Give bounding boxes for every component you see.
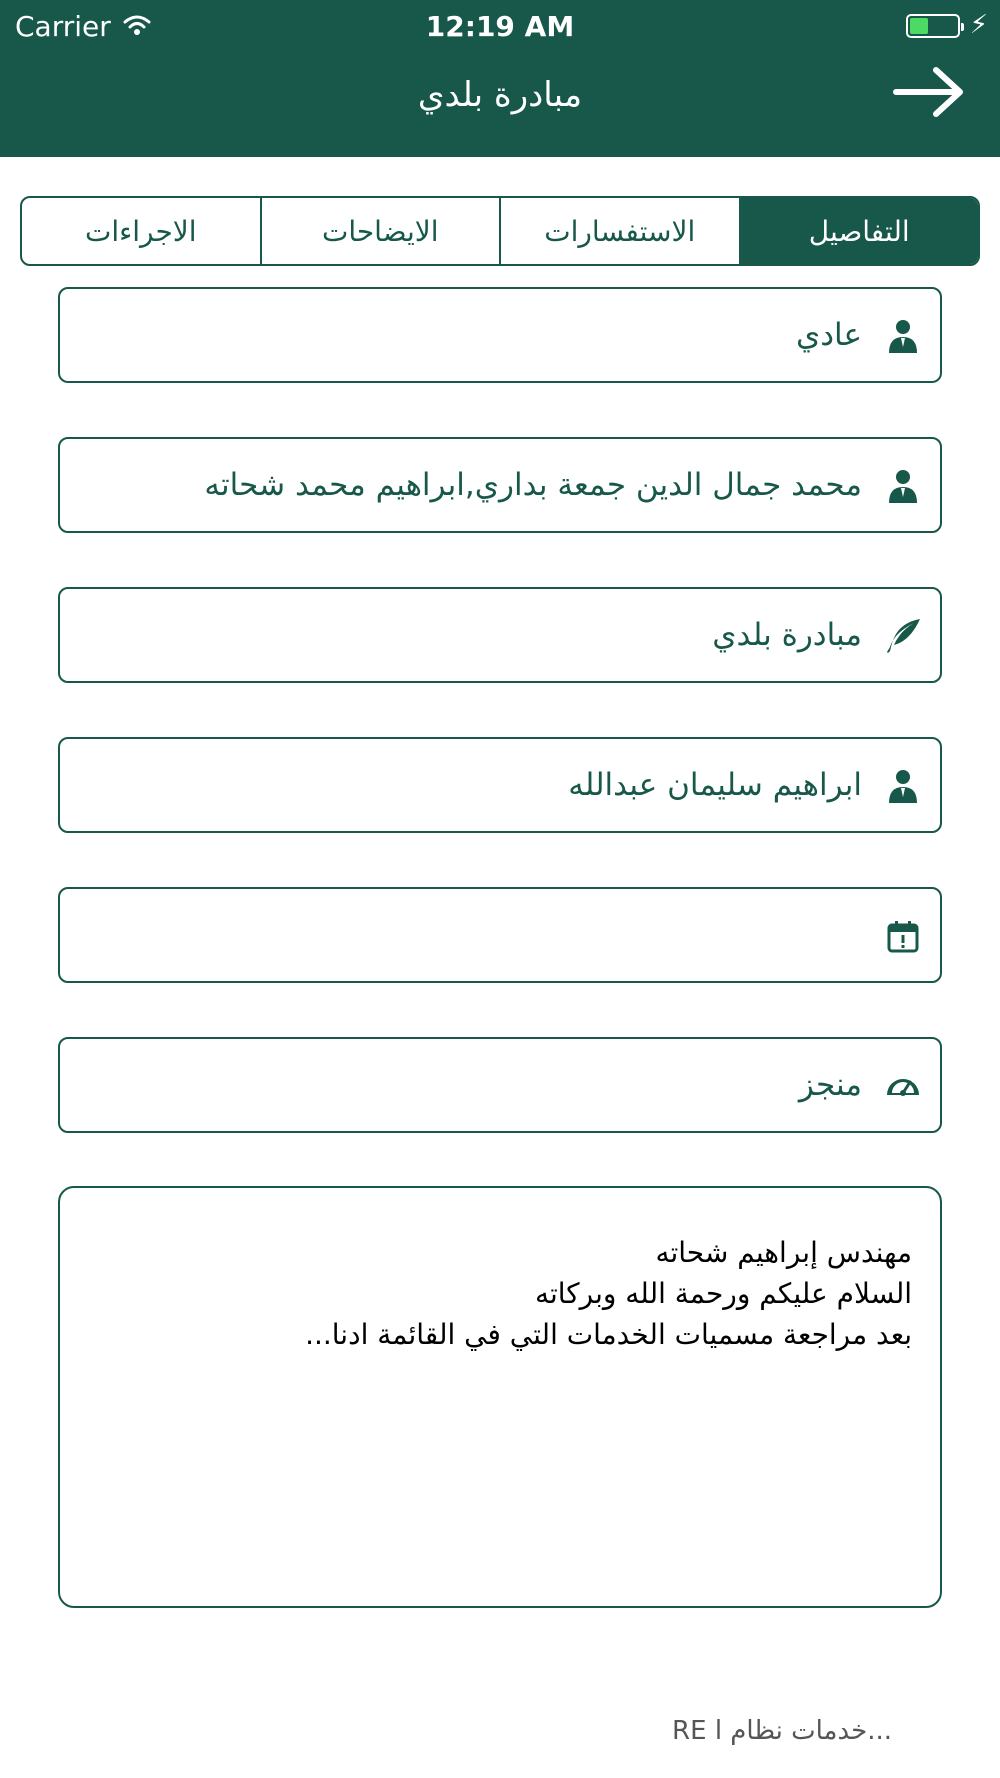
speedometer-icon	[884, 1067, 922, 1105]
feather-icon	[884, 617, 922, 655]
user-icon	[884, 767, 922, 805]
carrier-label: Carrier	[15, 10, 111, 43]
page-title: مبادرة بلدي	[417, 75, 583, 115]
user-icon	[884, 467, 922, 505]
assignees-value: محمد جمال الدين جمعة بداري,ابراهيم محمد شحاته	[204, 467, 862, 503]
priority-field[interactable]	[58, 287, 942, 383]
message-textarea[interactable]	[58, 1186, 942, 1608]
priority-value: عادي	[795, 317, 862, 353]
subject-field[interactable]	[58, 587, 942, 683]
subject-value: مبادرة بلدي	[712, 617, 862, 653]
status-value: منجز	[798, 1067, 862, 1103]
assignees-field[interactable]	[58, 437, 942, 533]
tab-procedures[interactable]: الاجراءات	[84, 214, 197, 248]
app-header	[0, 0, 1000, 157]
status-bar	[0, 6, 1000, 46]
message-line: مهندس إبراهيم شحاته	[655, 1236, 912, 1269]
message-line: السلام عليكم ورحمة الله وبركاته	[534, 1277, 912, 1310]
charging-icon: ⚡	[969, 10, 988, 40]
user-icon	[884, 317, 922, 355]
tab-details[interactable]: التفاصيل	[739, 198, 979, 264]
status-field[interactable]	[58, 1037, 942, 1133]
tab-bar	[20, 196, 980, 266]
status-time: 12:19 AM	[425, 10, 575, 43]
battery-icon	[906, 14, 960, 38]
battery-level	[910, 18, 928, 34]
tab-inquiries[interactable]: الاستفسارات	[499, 198, 739, 264]
arrow-right-icon[interactable]	[890, 62, 970, 122]
tab-clarifications[interactable]: الايضاحات	[260, 198, 500, 264]
footer-label: RE خدمات نظام ا...	[672, 1716, 892, 1746]
message-line: بعد مراجعة مسميات الخدمات التي في القائمة ادنا...	[305, 1318, 912, 1351]
date-field[interactable]	[58, 887, 942, 983]
calendar-icon	[884, 917, 922, 955]
requester-value: ابراهيم سليمان عبدالله	[568, 767, 862, 803]
requester-field[interactable]	[58, 737, 942, 833]
